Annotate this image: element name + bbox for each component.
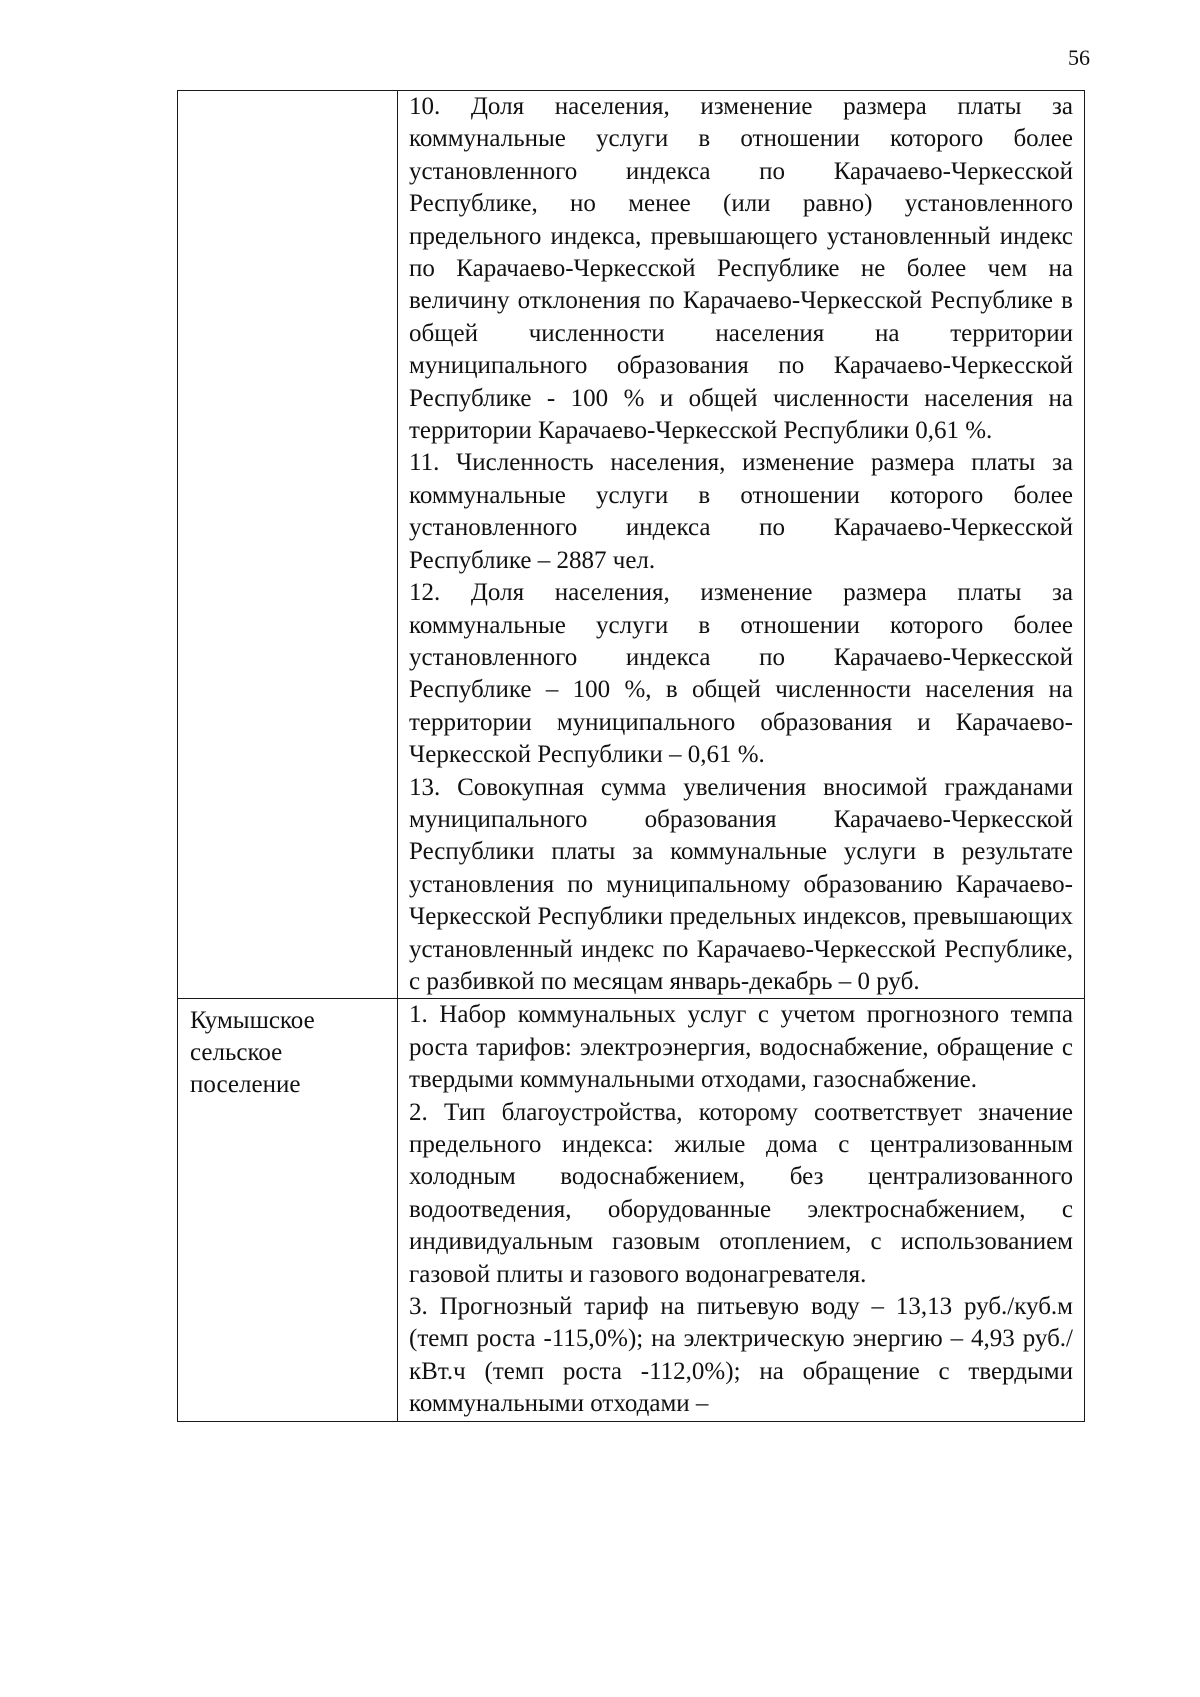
paragraph-10: 10. Доля населения, изменение размера платы за коммунальные услуги в отношении которого более установленного индекса по Карачаево-Черкесской Республике, но менее (или равно) установленного предельного индекса, превышающего установленный индекс по Карачаево-Черкесской Республике не более чем на величину отклонения по Карачаево-Черкесской Республике в общей численности населения на территории муниципального образования по Карачаево-Черкесской Республике - 100 % и общей численности населения на территории Карачаево-Черкесской Республики 0,61 %. — [409, 93, 1073, 445]
paragraph-11: 11. Численность населения, изменение размера платы за коммунальные услуги в отношении которого более установленного индекса по Карачаево-Черкесской Республике – 2887 чел. — [409, 449, 1073, 574]
municipal-index-table — [177, 90, 1085, 1422]
paragraph-1: 1. Набор коммунальных услуг с учетом прогнозного темпа роста тарифов: электроэнергия, водоснабжение, обращение с твердыми коммунальными отходами, газоснабжение. — [409, 1001, 1073, 1094]
municipality-cell-empty — [178, 91, 398, 999]
municipality-cell — [178, 999, 398, 1421]
details-cell — [398, 91, 1085, 999]
paragraph-3: 3. Прогнозный тариф на питьевую воду – 13,13 руб./куб.м (темп роста -115,0%); на электрическую энергию – 4,93 руб./кВт.ч (темп роста -112,0%); на обращение с твердыми коммунальными отходами – — [409, 1293, 1073, 1418]
page-number: 56 — [1068, 45, 1090, 70]
table-row-2 — [178, 999, 1085, 1421]
municipality-name-line: Кумышское — [190, 1007, 315, 1035]
paragraph-13: 13. Совокупная сумма увеличения вносимой гражданами муниципального образования Карачаево-Черкесской Республики платы за коммунальные услуги в результате установления по муниципальному образованию Карачаево-Черкесской Республики предельных индексов, превышающих установленный индекс по Карачаево-Черкесской Республике, с разбивкой по месяцам январь-декабрь – 0 руб. — [409, 773, 1073, 995]
table-row-1 — [178, 91, 1085, 999]
paragraph-12: 12. Доля населения, изменение размера платы за коммунальные услуги в отношении которого более установленного индекса по Карачаево-Черкесской Республике – 100 %, в общей численности населения на территории муниципального образования и Карачаево-Черкесской Республики – 0,61 %. — [409, 579, 1073, 769]
paragraph-2: 2. Тип благоустройства, которому соответствует значение предельного индекса: жилые дома с централизованным холодным водоснабжением, без централизованного водоотведения, оборудованные электроснабжением, с индивидуальным газовым отоплением, с использованием газовой плиты и газового водонагревателя. — [409, 1098, 1073, 1288]
details-cell — [398, 999, 1085, 1421]
municipality-name-line: поселение — [190, 1071, 301, 1099]
municipality-name-line: сельское — [190, 1039, 283, 1067]
